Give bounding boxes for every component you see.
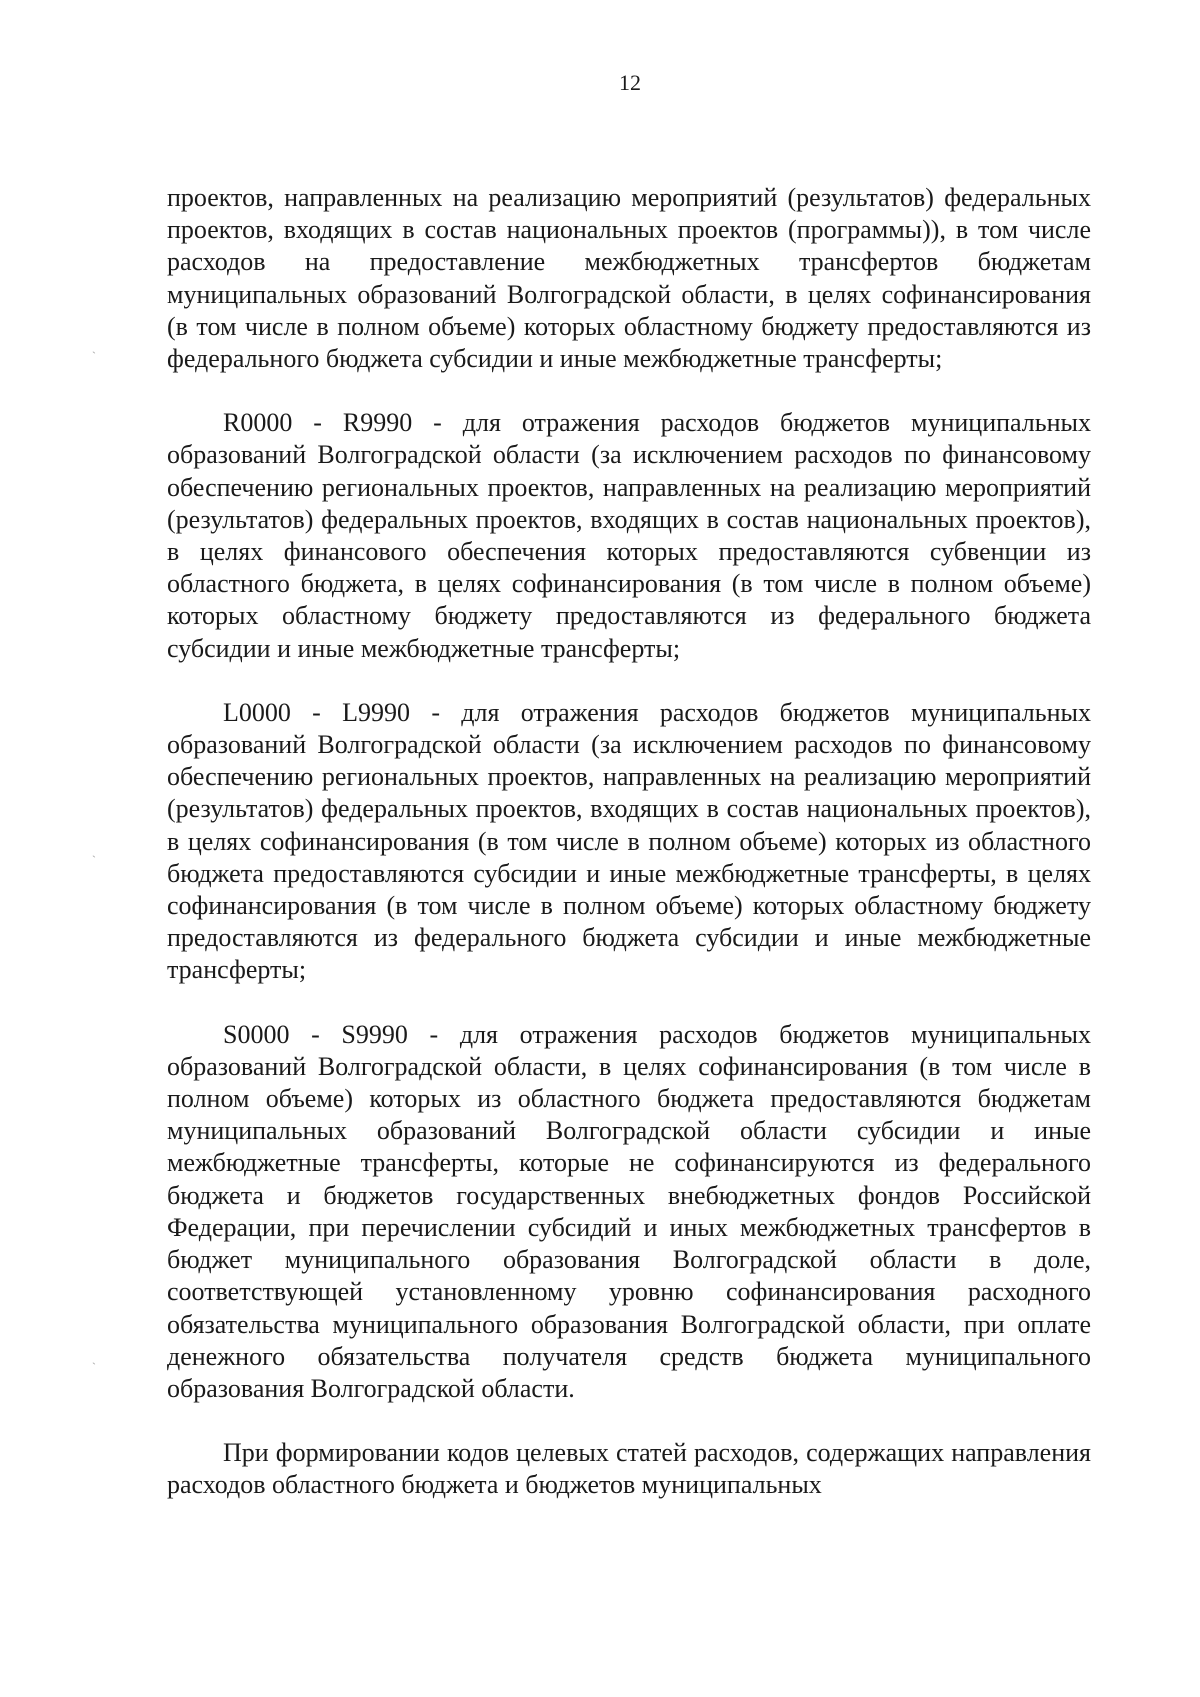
paragraph-continued: проектов, направленных на реализацию мероприятий (результатов) федеральных проектов, входящих в состав национальных проектов (программы)), в том числе расходов на предоставление межбюджетных трансфертов бюджетам муниципальных образований Волгоградской области, в целях софинансирования (в том числе в полном объеме) которых областному бюджету предоставляются из федерального бюджета субсидии и иные межбюджетные трансферты;: [167, 183, 1091, 374]
page-number: 12: [619, 70, 641, 95]
document-body: [167, 182, 1091, 1534]
scan-speck: ˎ: [92, 340, 96, 354]
paragraph-formation: При формировании кодов целевых статей расходов, содержащих направления расходов областного бюджета и бюджетов муниципальных: [167, 1438, 1091, 1500]
paragraph-r-codes: R0000 - R9990 - для отражения расходов бюджетов муниципальных образований Волгоградской области (за исключением расходов по финансовому обеспечению региональных проектов, направленных на реализацию мероприятий (результатов) федеральных проектов, входящих в состав национальных проектов), в целях финансового обеспечения которых предоставляются субвенции из областного бюджета, в целях софинансирования (в том числе в полном объеме) которых областному бюджету предоставляются из федерального бюджета субсидии и иные межбюджетные трансферты;: [167, 408, 1091, 663]
paragraph-s-codes: S0000 - S9990 - для отражения расходов бюджетов муниципальных образований Волгоградской области, в целях софинансирования (в том числе в полном объеме) которых из областного бюджета предоставляются бюджетам муниципальных образований Волгоградской области субсидии и иные межбюджетные трансферты, которые не софинансируются из федерального бюджета и бюджетов государственных внебюджетных фондов Российской Федерации, при перечислении субсидий и иных межбюджетных трансфертов в бюджет муниципального образования Волгоградской области в доле, соответствующей установленному уровню софинансирования расходного обязательства муниципального образования Волгоградской области, при оплате денежного обязательства получателя средств бюджета муниципального образования Волгоградской области.: [167, 1019, 1091, 1403]
scan-speck: ˎ: [92, 1351, 96, 1365]
scan-speck: ˎ: [92, 844, 96, 858]
paragraph-l-codes: L0000 - L9990 - для отражения расходов бюджетов муниципальных образований Волгоградской области (за исключением расходов по финансовому обеспечению региональных проектов, направленных на реализацию мероприятий (результатов) федеральных проектов, входящих в состав национальных проектов), в целях софинансирования (в том числе в полном объеме) которых из областного бюджета предоставляются субсидии и иные межбюджетные трансферты, в целях софинансирования (в том числе в полном объеме) которых областному бюджету предоставляются из федерального бюджета субсидии и иные межбюджетные трансферты;: [167, 697, 1091, 985]
